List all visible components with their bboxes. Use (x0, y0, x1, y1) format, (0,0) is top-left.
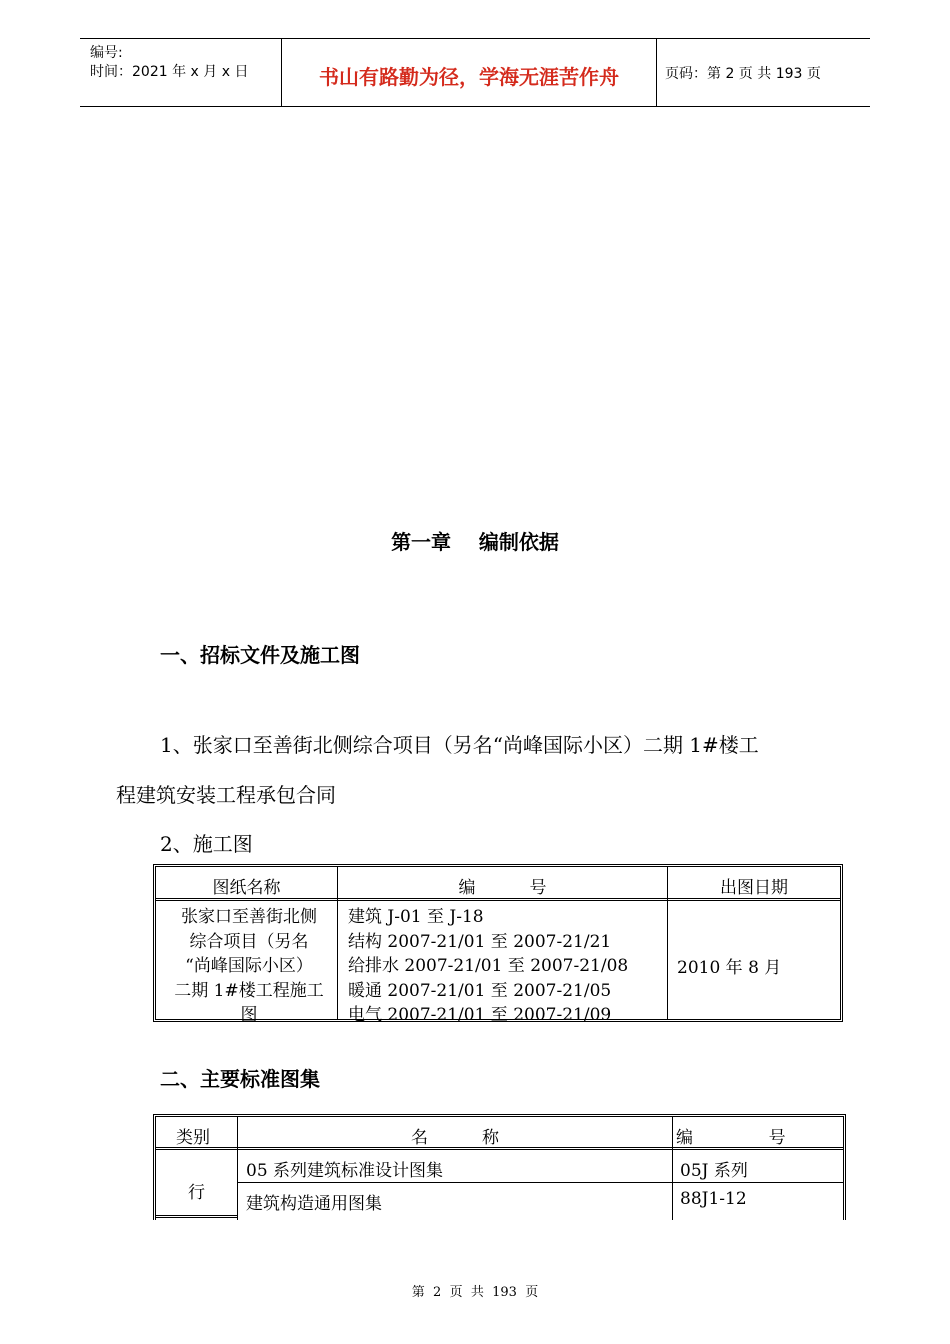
standard-code-cell: 88J1-12 (680, 1189, 747, 1209)
drawing-name-cell (164, 905, 334, 1028)
standard-name-cell: 05 系列建筑标准设计图集 (246, 1161, 444, 1181)
paragraph-item1-line1: 1、张家口至善街北侧综合项目（另名“尚峰国际小区）二期 1#楼工 (160, 733, 759, 757)
header-issue-date: 出图日期 (720, 878, 788, 898)
header-standard-name: 名 称 (410, 1128, 500, 1148)
drawing-code-line: 建筑 J-01 至 J-18 (348, 907, 484, 927)
drawing-name-line: 图 (240, 1005, 258, 1026)
drawing-name-line: 二期 1#楼工程施工 (174, 980, 324, 1001)
table-divider (672, 1117, 673, 1220)
header-page-cell (656, 39, 870, 106)
header-drawing-name: 图纸名称 (212, 878, 281, 898)
table-rule (237, 1182, 843, 1183)
page-footer: 第 2 页 共 193 页 (411, 1285, 539, 1300)
standards-table (153, 1114, 846, 1220)
header-standard-number: 编 号 (676, 1128, 786, 1148)
section-heading-2: 二、主要标准图集 (160, 1067, 320, 1091)
paragraph-item1-line2: 程建筑安装工程承包合同 (116, 783, 336, 807)
drawing-code-line: 结构 2007-21/01 至 2007-21/21 (348, 931, 612, 952)
date-label: 时间：2021 年 x 月 x 日 (90, 64, 249, 80)
drawing-code-line: 给排水 2007-21/01 至 2007-21/08 (348, 956, 629, 977)
drawings-table (153, 864, 843, 1026)
header-motto: 书山有路勤为径，学海无涯苦作舟 (319, 65, 619, 89)
header-meta-cell (80, 39, 281, 106)
header-drawing-number: 编 号 (458, 878, 547, 898)
drawing-code-line: 电气 2007-21/01 至 2007-21/09 (348, 1005, 612, 1026)
category-cell: 行 (188, 1183, 205, 1203)
header-page-info: 页码：第 2 页 共 193 页 (665, 66, 821, 82)
section-heading-1: 一、招标文件及施工图 (160, 643, 360, 667)
drawing-name-line: “尚峰国际小区） (185, 956, 313, 977)
header-motto-cell (281, 39, 657, 106)
drawing-codes-cell (348, 905, 628, 1028)
drawing-date-cell: 2010 年 8 月 (677, 958, 782, 978)
drawing-name-line: 综合项目（另名 (189, 931, 309, 952)
standard-code-cell: 05J 系列 (680, 1161, 748, 1181)
table-rule (156, 1215, 237, 1218)
serial-number-label: 编号: (90, 45, 123, 61)
drawing-name-line: 张家口至善街北侧 (181, 907, 317, 927)
page-header (80, 38, 870, 107)
paragraph-item2: 2、施工图 (160, 832, 253, 856)
header-category: 类别 (176, 1128, 210, 1148)
drawing-code-line: 暖通 2007-21/01 至 2007-21/05 (348, 980, 612, 1001)
standard-name-cell: 建筑构造通用图集 (246, 1194, 382, 1214)
chapter-title: 第一章 编制依据 (391, 530, 559, 554)
